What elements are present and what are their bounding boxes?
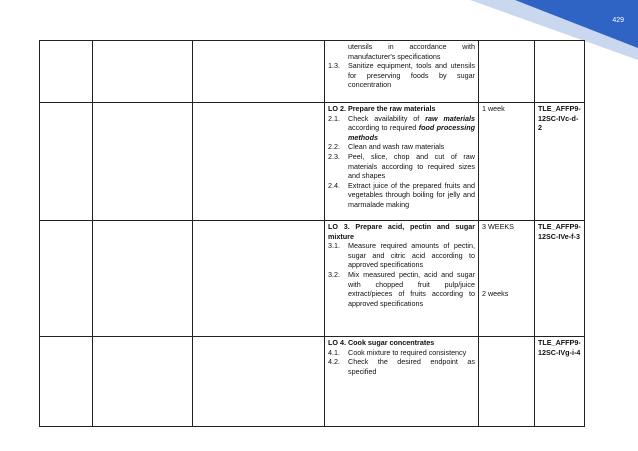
duration-cell [479,337,535,427]
item-number: 2.4. [328,180,340,190]
duration-cell [479,221,535,337]
table-cell-empty [40,41,93,103]
list-item [328,61,475,90]
code-cell: TLE_AFFP9-12SC-IVg-i-4 [535,337,585,427]
page-number: 429 [612,17,624,24]
table-cell-empty [93,41,193,103]
table-cell-empty [93,103,193,221]
table-cell-empty [40,337,93,427]
list-item [328,270,475,308]
learning-competency-cell [325,41,479,103]
table-cell-empty [40,221,93,337]
item-text: Peel, slice, chop and cut of raw materials according to required sizes and shapes [348,151,475,181]
item-text: Check availability of raw materials according to required food processing methods [348,113,475,142]
code-cell [535,41,585,103]
item-number: 4.1. [328,347,340,357]
lo-title: LO 3. Prepare acid, pectin and sugar [328,222,475,231]
table-row [40,337,585,427]
table-row [40,41,585,103]
duration-cell: 1 week [479,103,535,221]
duration-value: 3 WEEKS [482,222,514,231]
list-item [328,357,475,376]
item-number: 3.2. [328,269,340,279]
item-number: 4.2. [328,357,340,367]
list-item [328,142,475,152]
learning-competency-cell [325,337,479,427]
lo-title: LO 4. Cook sugar concentrates [328,338,435,347]
item-text: Clean and wash raw materials [348,142,445,152]
item-number: 3.1. [328,241,340,251]
code-cell: TLE_AFFP9-12SC-IVc-d-2 [535,103,585,221]
list-item [328,241,475,270]
table-cell-empty [193,337,325,427]
item-number: 1.3. [328,61,340,71]
table-cell-empty [40,103,93,221]
table-row [40,103,585,221]
item-text: Sanitize equipment, tools and utensils for preserving foods by sugar concentration [348,61,475,90]
item-number: 2.2. [328,142,340,152]
lo-title: LO 2. Prepare the raw materials [328,104,436,113]
list-item [328,181,475,210]
spacer [482,232,531,289]
duration-value: 2 weeks [482,288,509,298]
learning-competency-cell [325,221,479,337]
table-cell-empty [93,221,193,337]
duration-cell [479,41,535,103]
curriculum-table [39,40,585,427]
list-item: utensils in accordance with manufacturer's specifications [348,42,475,61]
item-text: Check the desired endpoint as specified [348,357,475,376]
lo-title-continued: mixture [328,231,354,241]
table-cell-empty [193,221,325,337]
list-item [328,114,475,143]
list-item [328,348,475,358]
item-number: 2.1. [328,113,340,123]
list-item [328,152,475,181]
table-cell-empty [93,337,193,427]
code-cell: TLE_AFFP9-12SC-IVe-f-3 [535,221,585,337]
table-row [40,221,585,337]
item-text: Extract juice of the prepared fruits and vegetables through boiling for jelly and marmalade making [348,180,475,209]
item-number: 2.3. [328,151,340,161]
item-text: Measure required amounts of pectin, sugar and citric acid according to approved specifications [348,241,475,270]
item-text: Mix measured pectin, acid and sugar with chopped fruit pulp/juice extract/pieces of fruits according to approved specifications [348,269,475,308]
item-text: Cook mixture to required consistency [348,347,467,357]
learning-competency-cell [325,103,479,221]
table-cell-empty [193,103,325,221]
table-cell-empty [193,41,325,103]
